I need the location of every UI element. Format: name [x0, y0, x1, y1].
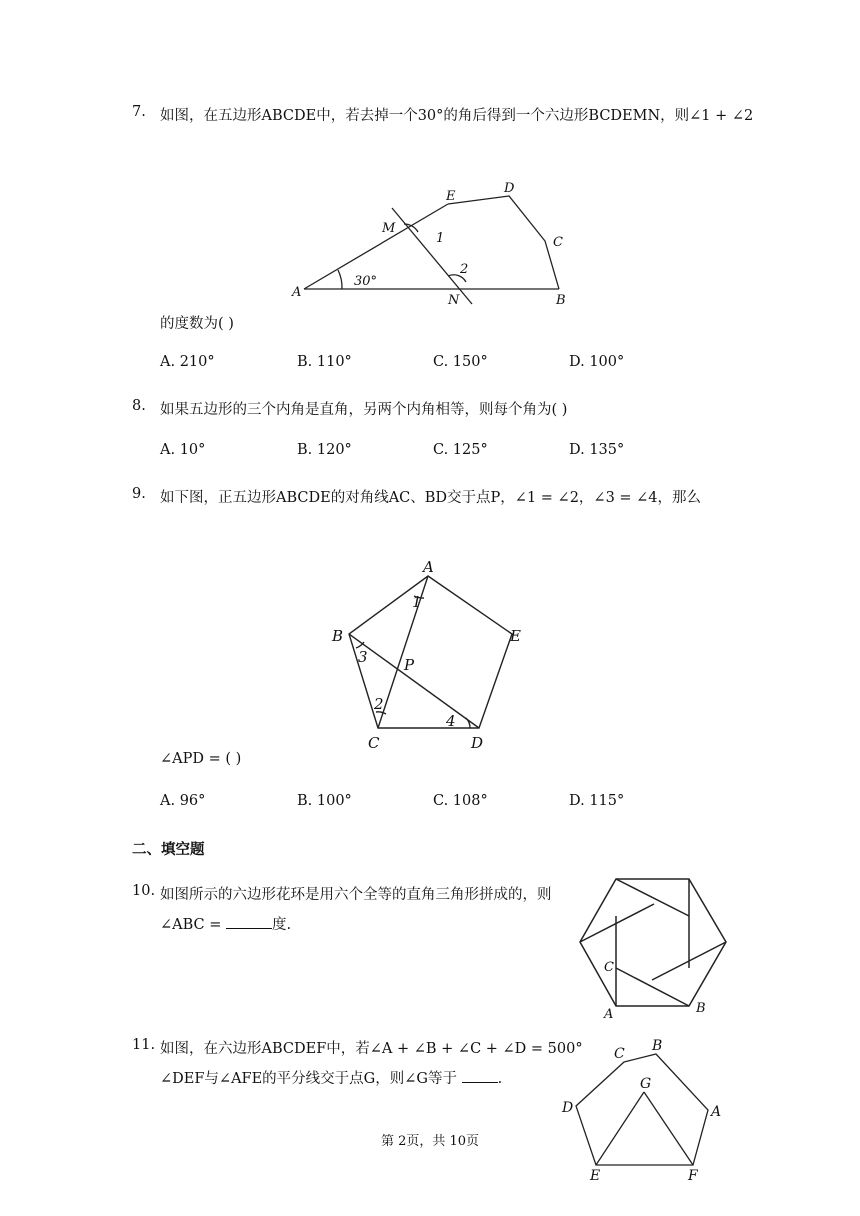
label-e: E — [510, 627, 521, 645]
label-c: C — [553, 235, 563, 250]
label-30-degrees: 30° — [354, 274, 378, 289]
option-a: A. 10° — [160, 442, 206, 458]
option-a: A. 96° — [160, 793, 206, 809]
label-a: A — [604, 1007, 614, 1020]
label-angle-1: 1 — [412, 593, 422, 611]
label-a: A — [292, 285, 302, 300]
option-d: D. 100° — [569, 354, 625, 370]
period-text: . — [497, 1071, 503, 1087]
section-title: 二、填空题 — [132, 842, 205, 858]
option-a: A. 210° — [160, 354, 215, 370]
label-a: A — [711, 1104, 722, 1120]
question-text: 如图所示的六边形花环是用六个全等的直角三角形拼成的，则 — [160, 887, 552, 903]
question-text: 如图，在六边形ABCDEF中，若∠A + ∠B + ∠C + ∠D = 500° — [160, 1041, 583, 1057]
question-number: 9. — [132, 486, 146, 502]
expression: ∠DEF与∠AFE的平分线交于点G，则∠G等于 — [160, 1071, 458, 1087]
option-c: C. 108° — [433, 793, 488, 809]
label-d: D — [504, 181, 515, 196]
q11-figure — [556, 1034, 732, 1184]
label-p: P — [404, 656, 415, 674]
q9-figure — [320, 552, 540, 752]
label-b: B — [332, 627, 344, 645]
label-b: B — [652, 1038, 663, 1054]
question-number: 10. — [132, 883, 156, 899]
answer-blank[interactable] — [462, 1068, 498, 1083]
question-text-cont: ∠APD = ( ) — [160, 751, 242, 767]
q7-figure — [280, 170, 600, 315]
option-d: D. 135° — [569, 442, 625, 458]
label-e: E — [446, 189, 456, 204]
label-d: D — [562, 1100, 574, 1116]
question-number: 11. — [132, 1037, 156, 1053]
question-text-cont: 的度数为( ) — [160, 316, 234, 332]
expression: ∠ABC = — [160, 917, 222, 933]
question-text-cont — [160, 1067, 502, 1088]
label-d: D — [471, 734, 484, 752]
label-angle-2: 2 — [460, 262, 469, 277]
page-footer: 第 2页，共 10页 — [380, 1134, 480, 1149]
label-c: C — [614, 1046, 625, 1062]
label-a: A — [423, 558, 434, 576]
question-text: 如果五边形的三个内角是直角，另两个内角相等，则每个角为( ) — [160, 402, 568, 418]
option-d: D. 115° — [569, 793, 625, 809]
question-number: 8. — [132, 398, 146, 414]
option-b: B. 100° — [297, 793, 352, 809]
label-g: G — [640, 1076, 652, 1092]
label-c: C — [368, 734, 380, 752]
option-b: B. 110° — [297, 354, 352, 370]
option-c: C. 125° — [433, 442, 488, 458]
question-number: 7. — [132, 104, 146, 120]
label-angle-1: 1 — [436, 231, 445, 246]
label-angle-3: 3 — [358, 648, 368, 666]
label-angle-4: 4 — [446, 712, 456, 730]
question-text: 如图，在五边形ABCDE中，若去掉一个30°的角后得到一个六边形BCDEMN，则∠1 + ∠2 — [160, 108, 754, 124]
option-b: B. 120° — [297, 442, 352, 458]
answer-blank[interactable] — [226, 914, 272, 929]
label-b: B — [696, 1001, 706, 1016]
question-text-cont — [160, 913, 291, 934]
label-f: F — [688, 1168, 698, 1184]
unit-text: 度. — [272, 917, 292, 933]
label-m: M — [382, 221, 396, 236]
label-e: E — [590, 1168, 601, 1184]
question-text: 如下图，正五边形ABCDE的对角线AC、BD交于点P，∠1 = ∠2，∠3 = ∠4，那么 — [160, 490, 702, 506]
label-b: B — [556, 293, 566, 308]
label-angle-2: 2 — [374, 695, 384, 713]
label-c: C — [604, 960, 614, 975]
label-n: N — [448, 293, 460, 308]
q10-figure — [578, 874, 730, 1020]
option-c: C. 150° — [433, 354, 488, 370]
